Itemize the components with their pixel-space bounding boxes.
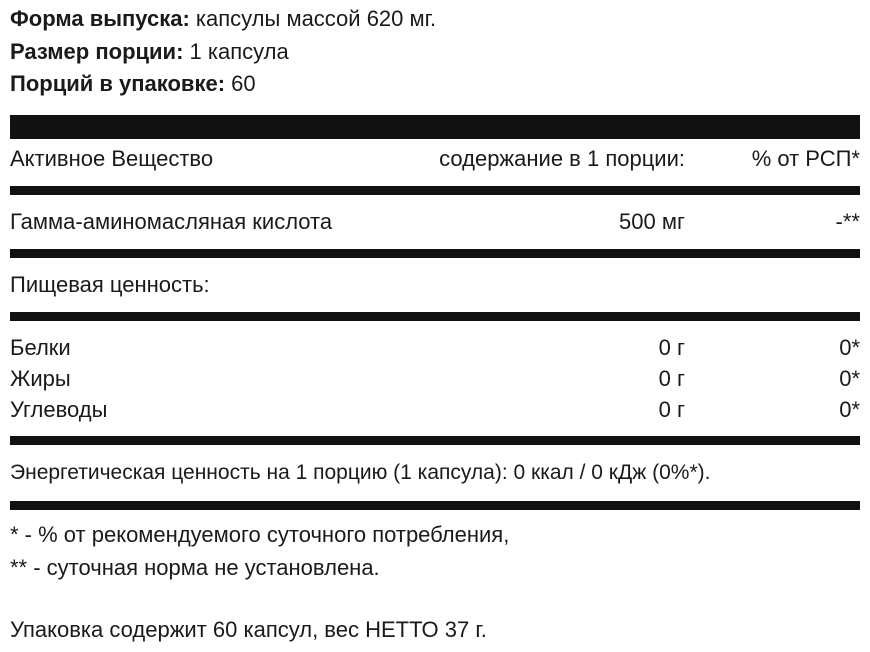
servings-per-pack-line bbox=[10, 71, 256, 97]
form-label: Форма выпуска: bbox=[10, 6, 190, 31]
table-top-bar bbox=[10, 115, 860, 139]
serving-size-line bbox=[10, 39, 289, 65]
form-value: капсулы массой 620 мг. bbox=[189, 6, 437, 31]
footnote-double-asterisk: ** - суточная норма не установлена. bbox=[10, 555, 380, 580]
form-line bbox=[10, 6, 436, 32]
package-note: Упаковка содержит 60 капсул, вес НЕТТО 37 г. bbox=[10, 617, 487, 642]
serving-size-label: Размер порции: bbox=[10, 39, 184, 64]
energy-value-line: Энергетическая ценность на 1 порцию (1 капсула): 0 ккал / 0 кДж (0%*). bbox=[10, 461, 711, 484]
active-substance-name: Гамма-аминомасляная кислота bbox=[10, 209, 333, 234]
nutrition-row-name: Белки bbox=[10, 335, 71, 360]
serving-size-value: 1 капсула bbox=[183, 39, 289, 64]
column-header-substance: Активное Вещество bbox=[10, 146, 214, 171]
active-substance-amount: 500 мг bbox=[619, 209, 685, 234]
divider bbox=[10, 186, 860, 195]
servings-per-pack-value: 60 bbox=[225, 71, 256, 96]
nutrition-row-percent: 0* bbox=[839, 335, 860, 360]
divider bbox=[10, 249, 860, 258]
table-bottom-bar bbox=[10, 501, 860, 510]
column-header-amount: содержание в 1 порции: bbox=[439, 146, 685, 171]
nutrition-row-name: Углеводы bbox=[10, 397, 108, 422]
nutrition-row-amount: 0 г bbox=[658, 366, 685, 391]
nutrition-row-percent: 0* bbox=[839, 397, 860, 422]
nutrition-row-percent: 0* bbox=[839, 366, 860, 391]
divider bbox=[10, 312, 860, 321]
divider bbox=[10, 436, 860, 445]
nutrition-heading: Пищевая ценность: bbox=[10, 272, 210, 297]
active-substance-percent: -** bbox=[835, 209, 860, 234]
column-header-percent: % от РСП* bbox=[751, 146, 860, 171]
servings-per-pack-label: Порций в упаковке: bbox=[10, 71, 226, 96]
footnote-single-asterisk: * - % от рекомендуемого суточного потребления, bbox=[10, 522, 510, 547]
nutrition-row-amount: 0 г bbox=[658, 397, 685, 422]
nutrition-row-name: Жиры bbox=[10, 366, 71, 391]
nutrition-row-amount: 0 г bbox=[658, 335, 685, 360]
